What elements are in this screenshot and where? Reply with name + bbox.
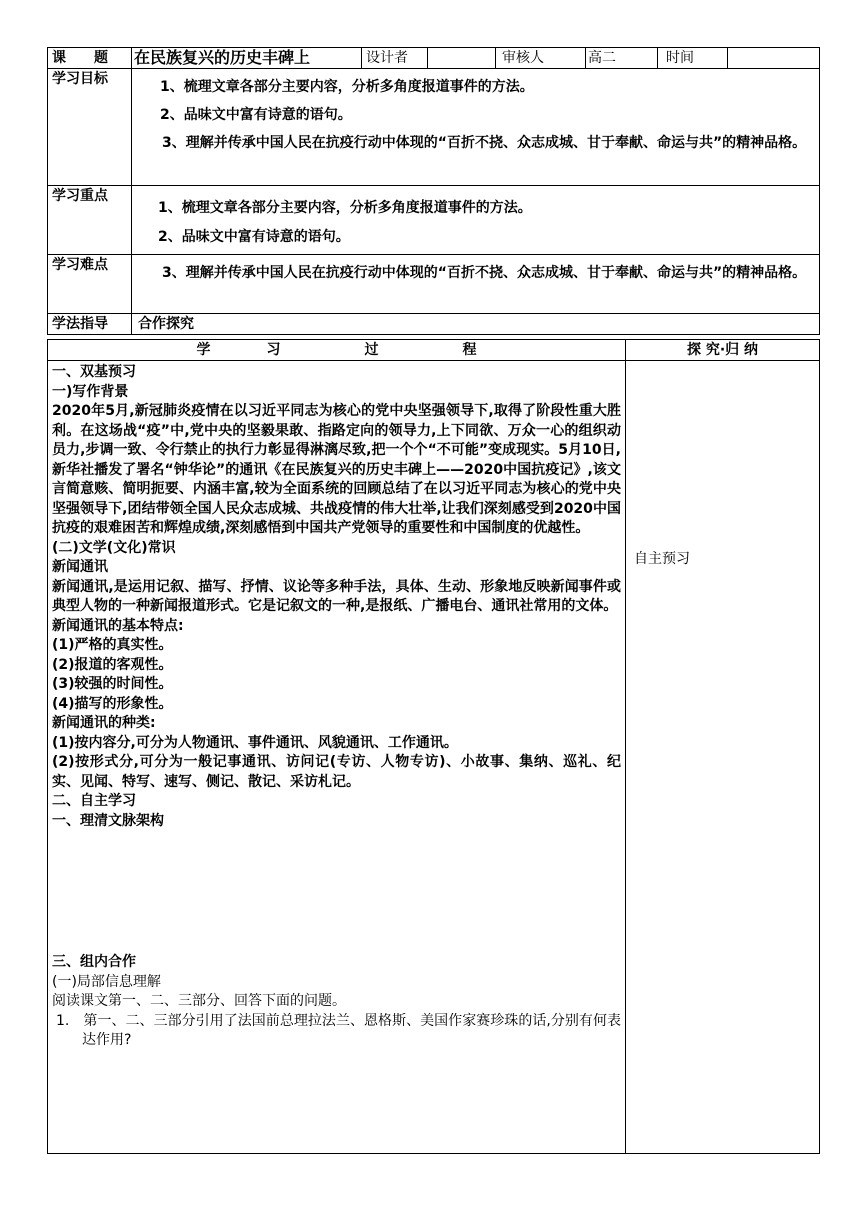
difficulty-text: 3、理解并传承中国人民在抗疫行动中体现的“百折不挠、众志成城、甘于奉献、命运与共”的精神品格。 [162, 265, 807, 281]
subsection-heading: (一)局部信息理解 [52, 973, 161, 990]
subsection-heading: 一、理清文脉架构 [52, 812, 164, 829]
list-title: 新闻通讯的种类: [52, 715, 156, 731]
side-notes-cell [626, 361, 820, 1154]
list-item: (1)按内容分,可分为人物通讯、事件通讯、风貌通讯、工作通讯。 [52, 734, 458, 751]
key-points-label: 学习重点 [48, 186, 132, 255]
list-title: 新闻通讯的基本特点: [52, 617, 184, 634]
subsection-heading: 一)写作背景 [52, 383, 129, 400]
key-points-cell [132, 186, 820, 255]
list-item: (3)较强的时间性。 [52, 676, 173, 692]
designer-value [428, 48, 496, 69]
list-item: (1)严格的真实性。 [52, 637, 173, 653]
term-title: 新闻通讯 [52, 559, 108, 575]
difficulty-label: 学习难点 [48, 255, 132, 314]
course-label: 课 题 [48, 48, 132, 69]
grade-value: 高二 [586, 48, 658, 69]
list-item: (2)按形式分,可分为一般记事通讯、访问记(专访、人物专访)、小故事、集纳、巡礼、纪实、见闻、特写、速写、侧记、散记、采访札记。 [52, 754, 621, 790]
blank-answer-area [52, 831, 621, 953]
section-heading: 二、自主学习 [52, 793, 136, 809]
designer-label: 设计者 [362, 48, 428, 69]
time-value [728, 48, 820, 69]
learning-process-table [47, 339, 820, 1154]
method-value: 合作探究 [132, 314, 820, 335]
time-label: 时间 [658, 48, 728, 69]
background-paragraph: 2020年5月,新冠肺炎疫情在以习近平同志为核心的党中央坚强领导下,取得了阶段性重大胜利。在这场战“疫”中,党中央的坚毅果敢、指路定向的领导力,上下同欲、万众一心的组织动员力,步调一致、令行禁止的执行力彰显得淋漓尽致,把一个个“不可能”变成现实。5月10日,新华社播发了署名“钟华论”的通讯《在民族复兴的历史丰碑上——2020中国抗疫记》,该文言简意赅、简明扼要、内涵丰富,较为全面系统的回顾总结了在以习近平同志为核心的党中央坚强领导下,团结带领全国人民众志成城、共战疫情的伟大壮举,让我们深刻感受到2020中国抗疫的艰难困苦和辉煌成绩,深刻感悟到中国共产党领导的重要性和中国制度的优越性。 [52, 403, 621, 536]
list-item: (4)描写的形象性。 [52, 695, 173, 712]
subsection-heading: (二)文学(文化)常识 [52, 539, 176, 556]
course-title: 在民族复兴的历史丰碑上 [132, 48, 362, 69]
instruction-text: 阅读课文第一、二、三部分、回答下面的问题。 [52, 993, 346, 1009]
section-heading: 三、组内合作 [52, 954, 136, 970]
definition-paragraph: 新闻通讯,是运用记叙、描写、抒情、议论等多种手法，具体、生动、形象地反映新闻事件或典型人物的一种新闻报道形式。它是记叙文的一种,是报纸、广播电台、通讯社常用的文体。 [52, 578, 621, 614]
goal-item: 1、梳理文章各部分主要内容，分析多角度报道事件的方法。 [160, 79, 534, 95]
reviewer-label: 审核人 [496, 48, 586, 69]
method-label: 学法指导 [48, 314, 132, 335]
side-note: 自主预习 [634, 551, 690, 567]
goals-label: 学习目标 [48, 69, 132, 186]
section-heading: 一、双基预习 [52, 364, 136, 380]
difficulty-cell [132, 255, 820, 314]
goals-cell [132, 69, 820, 186]
side-heading: 探 究·归 纳 [626, 340, 820, 361]
question-item: 1. 第一、二、三部分引用了法国前总理拉法兰、恩格斯、美国作家赛珍珠的话,分别有何表达作用? [56, 1012, 621, 1048]
process-heading: 学 习 过 程 [48, 340, 626, 361]
key-point-item: 2、品味文中富有诗意的语句。 [158, 229, 350, 245]
key-point-item: 1、梳理文章各部分主要内容，分析多角度报道事件的方法。 [158, 200, 532, 216]
list-item: (2)报道的客观性。 [52, 656, 173, 673]
process-content [48, 361, 626, 1154]
goal-item: 2、品味文中富有诗意的语句。 [160, 107, 352, 123]
goal-item: 3、理解并传承中国人民在抗疫行动中体现的“百折不挠、众志成城、甘于奉献、命运与共”的精神品格。 [162, 135, 807, 151]
lesson-info-table [47, 47, 820, 335]
